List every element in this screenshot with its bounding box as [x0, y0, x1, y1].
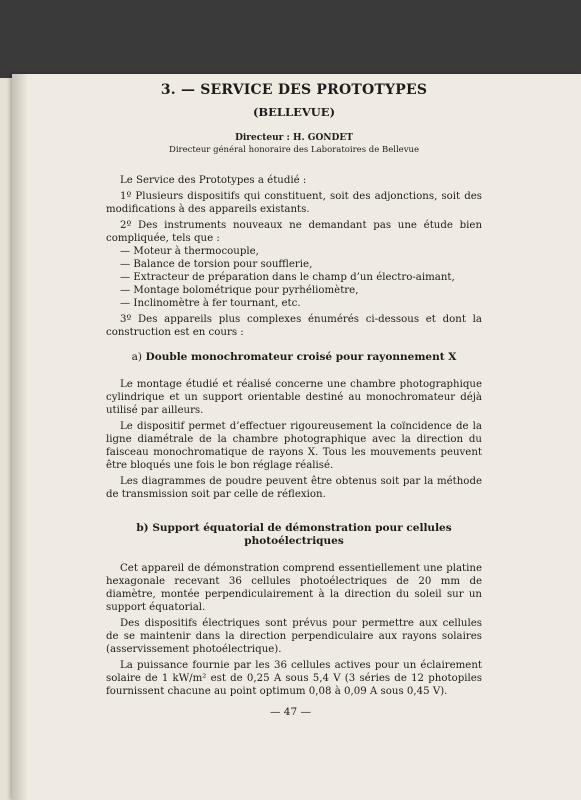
section-b-paragraph: Cet appareil de démonstration comprend essentiellement une platine hexagonale recevant 36 cellules photoélectriques de 20 mm de diamètre, montée perpendiculairement à la direction du soleil sur un support équatorial. [106, 563, 482, 613]
list-item: — Moteur à thermocouple, [120, 246, 259, 257]
list-item: — Balance de torsion pour soufflerie, [120, 259, 313, 270]
intro-lead: Le Service des Prototypes a étudié : [120, 175, 307, 186]
section-b-heading [106, 522, 482, 548]
list-item: — Montage bolométrique pour pyrhéliomètre, [120, 285, 359, 296]
section-b-title: Support équatorial de démonstration pour cellules photoélectriques [152, 522, 452, 547]
section-a-title: Double monochromateur croisé pour rayonnement X [145, 351, 457, 363]
section-a-heading [106, 351, 482, 364]
section-b-letter: b) [136, 522, 149, 534]
section-a-paragraph: Les diagrammes de poudre peuvent être obtenus soit par la méthode de transmission soit par celle de réflexion. [106, 476, 482, 500]
page-subtitle: (BELLEVUE) [252, 105, 336, 119]
section-b-paragraph: Des dispositifs électriques sont prévus pour permettre aux cellules de se maintenir dans la direction perpendiculaire aux rayons solaires (asservissement photoélectrique). [106, 618, 482, 655]
section-a-paragraph: Le montage étudié et réalisé concerne une chambre photographique cylindrique et un support orientable destiné au monochromateur déjà utilisé par ailleurs. [106, 379, 482, 416]
director-name: Directeur : H. GONDET [235, 133, 353, 143]
instrument-list [106, 245, 482, 310]
binding-shadow [12, 74, 28, 800]
section-a-letter: a) [131, 351, 142, 363]
list-item: — Extracteur de préparation dans le champ d’un électro-aimant, [120, 272, 455, 283]
section-a-paragraph: Le dispositif permet d’effectuer rigoureusement la coïncidence de la ligne diamétrale de la chambre photographique avec la direction du faisceau monochromatique de rayons X. Tous les mouvements peuvent être bloqués une fois le bon réglage réalisé. [106, 421, 482, 471]
page-content [106, 82, 482, 701]
page-title: 3. — SERVICE DES PROTOTYPES [160, 82, 428, 98]
scanner-background [0, 0, 581, 78]
intro-item-2: 2º Des instruments nouveaux ne demandant pas une étude bien compliquée, tels que : [106, 220, 482, 244]
director-role: Directeur général honoraire des Laboratoires de Bellevue [169, 145, 419, 155]
section-b-paragraph: La puissance fournie par les 36 cellules actives pour un éclairement solaire de 1 kW/m² est de 0,25 A sous 5,4 V (3 séries de 12 photopiles fournissent chacune au point optimum 0,08 à 0,09 A sous 0,45 V). [106, 660, 482, 697]
intro-item-1: 1º Plusieurs dispositifs qui constituent, soit des adjonctions, soit des modifications à des appareils existants. [106, 191, 482, 215]
list-item: — Inclinomètre à fer tournant, etc. [120, 298, 301, 309]
page-number: — 47 — [269, 706, 312, 718]
intro-item-3: 3º Des appareils plus complexes énumérés ci-dessous et dont la construction est en cours : [106, 314, 482, 338]
